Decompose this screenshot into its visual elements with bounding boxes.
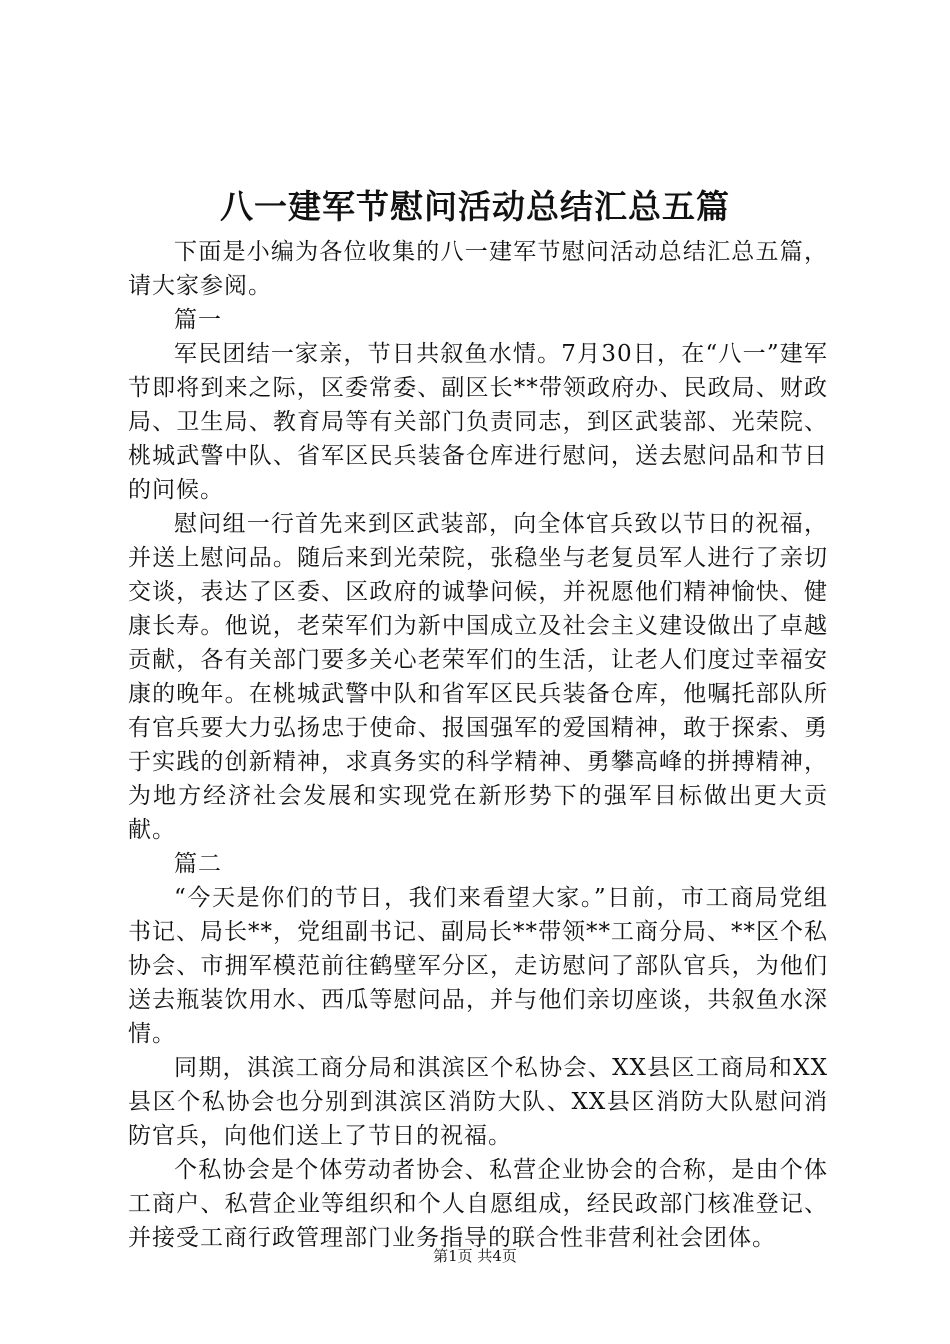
body-paragraph: “今天是你们的节日，我们来看望大家。”日前，市工商局党组书记、局长**，党组副书记、副局长**带领**工商分局、**区个私协会、市拥军模范前往鹤壁军分区，走访慰问了部队官兵，为他们送去瓶装饮用水、西瓜等慰问品，并与他们亲切座谈，共叙鱼水深情。 [128,885,828,1047]
section-heading-1: 篇一 [174,307,222,333]
body-paragraph: 同期，淇滨工商分局和淇滨区个私协会、XX县区工商局和XX县区个私协会也分别到淇滨区消防大队、XX县区消防大队慰问消防官兵，向他们送上了节日的祝福。 [128,1055,828,1149]
intro-paragraph: 下面是小编为各位收集的八一建军节慰问活动总结汇总五篇，请大家参阅。 [128,239,828,299]
body-paragraph: 慰问组一行首先来到区武装部，向全体官兵致以节日的祝福，并送上慰问品。随后来到光荣院，张稳坐与老复员军人进行了亲切交谈，表达了区委、区政府的诚挚问候，并祝愿他们精神愉快、健康长寿。他说，老荣军们为新中国成立及社会主义建设做出了卓越贡献，各有关部门要多关心老荣军们的生活，让老人们度过幸福安康的晚年。在桃城武警中队和省军区民兵装备仓库，他嘱托部队所有官兵要大力弘扬忠于使命、报国强军的爱国精神，敢于探索、勇于实践的创新精神，求真务实的科学精神、勇攀高峰的拼搏精神，为地方经济社会发展和实现党在新形势下的强军目标做出更大贡献。 [128,511,828,843]
document-title: 八一建军节慰问活动总结汇总五篇 [220,187,730,226]
body-paragraph: 军民团结一家亲，节日共叙鱼水情。7月30日，在“八一”建军节即将到来之际，区委常委、副区长**带领政府办、民政局、财政局、卫生局、教育局等有关部门负责同志，到区武装部、光荣院、桃城武警中队、省军区民兵装备仓库进行慰问，送去慰问品和节日的问候。 [128,341,828,503]
document-body [128,235,828,1255]
body-paragraph: 个私协会是个体劳动者协会、私营企业协会的合称，是由个体工商户、私营企业等组织和个人自愿组成，经民政部门核准登记、并接受工商行政管理部门业务指导的联合性非营利社会团体。 [128,1157,828,1251]
section-heading-2: 篇二 [174,851,222,877]
page-footer: 第1页 共4页 [433,1247,517,1265]
